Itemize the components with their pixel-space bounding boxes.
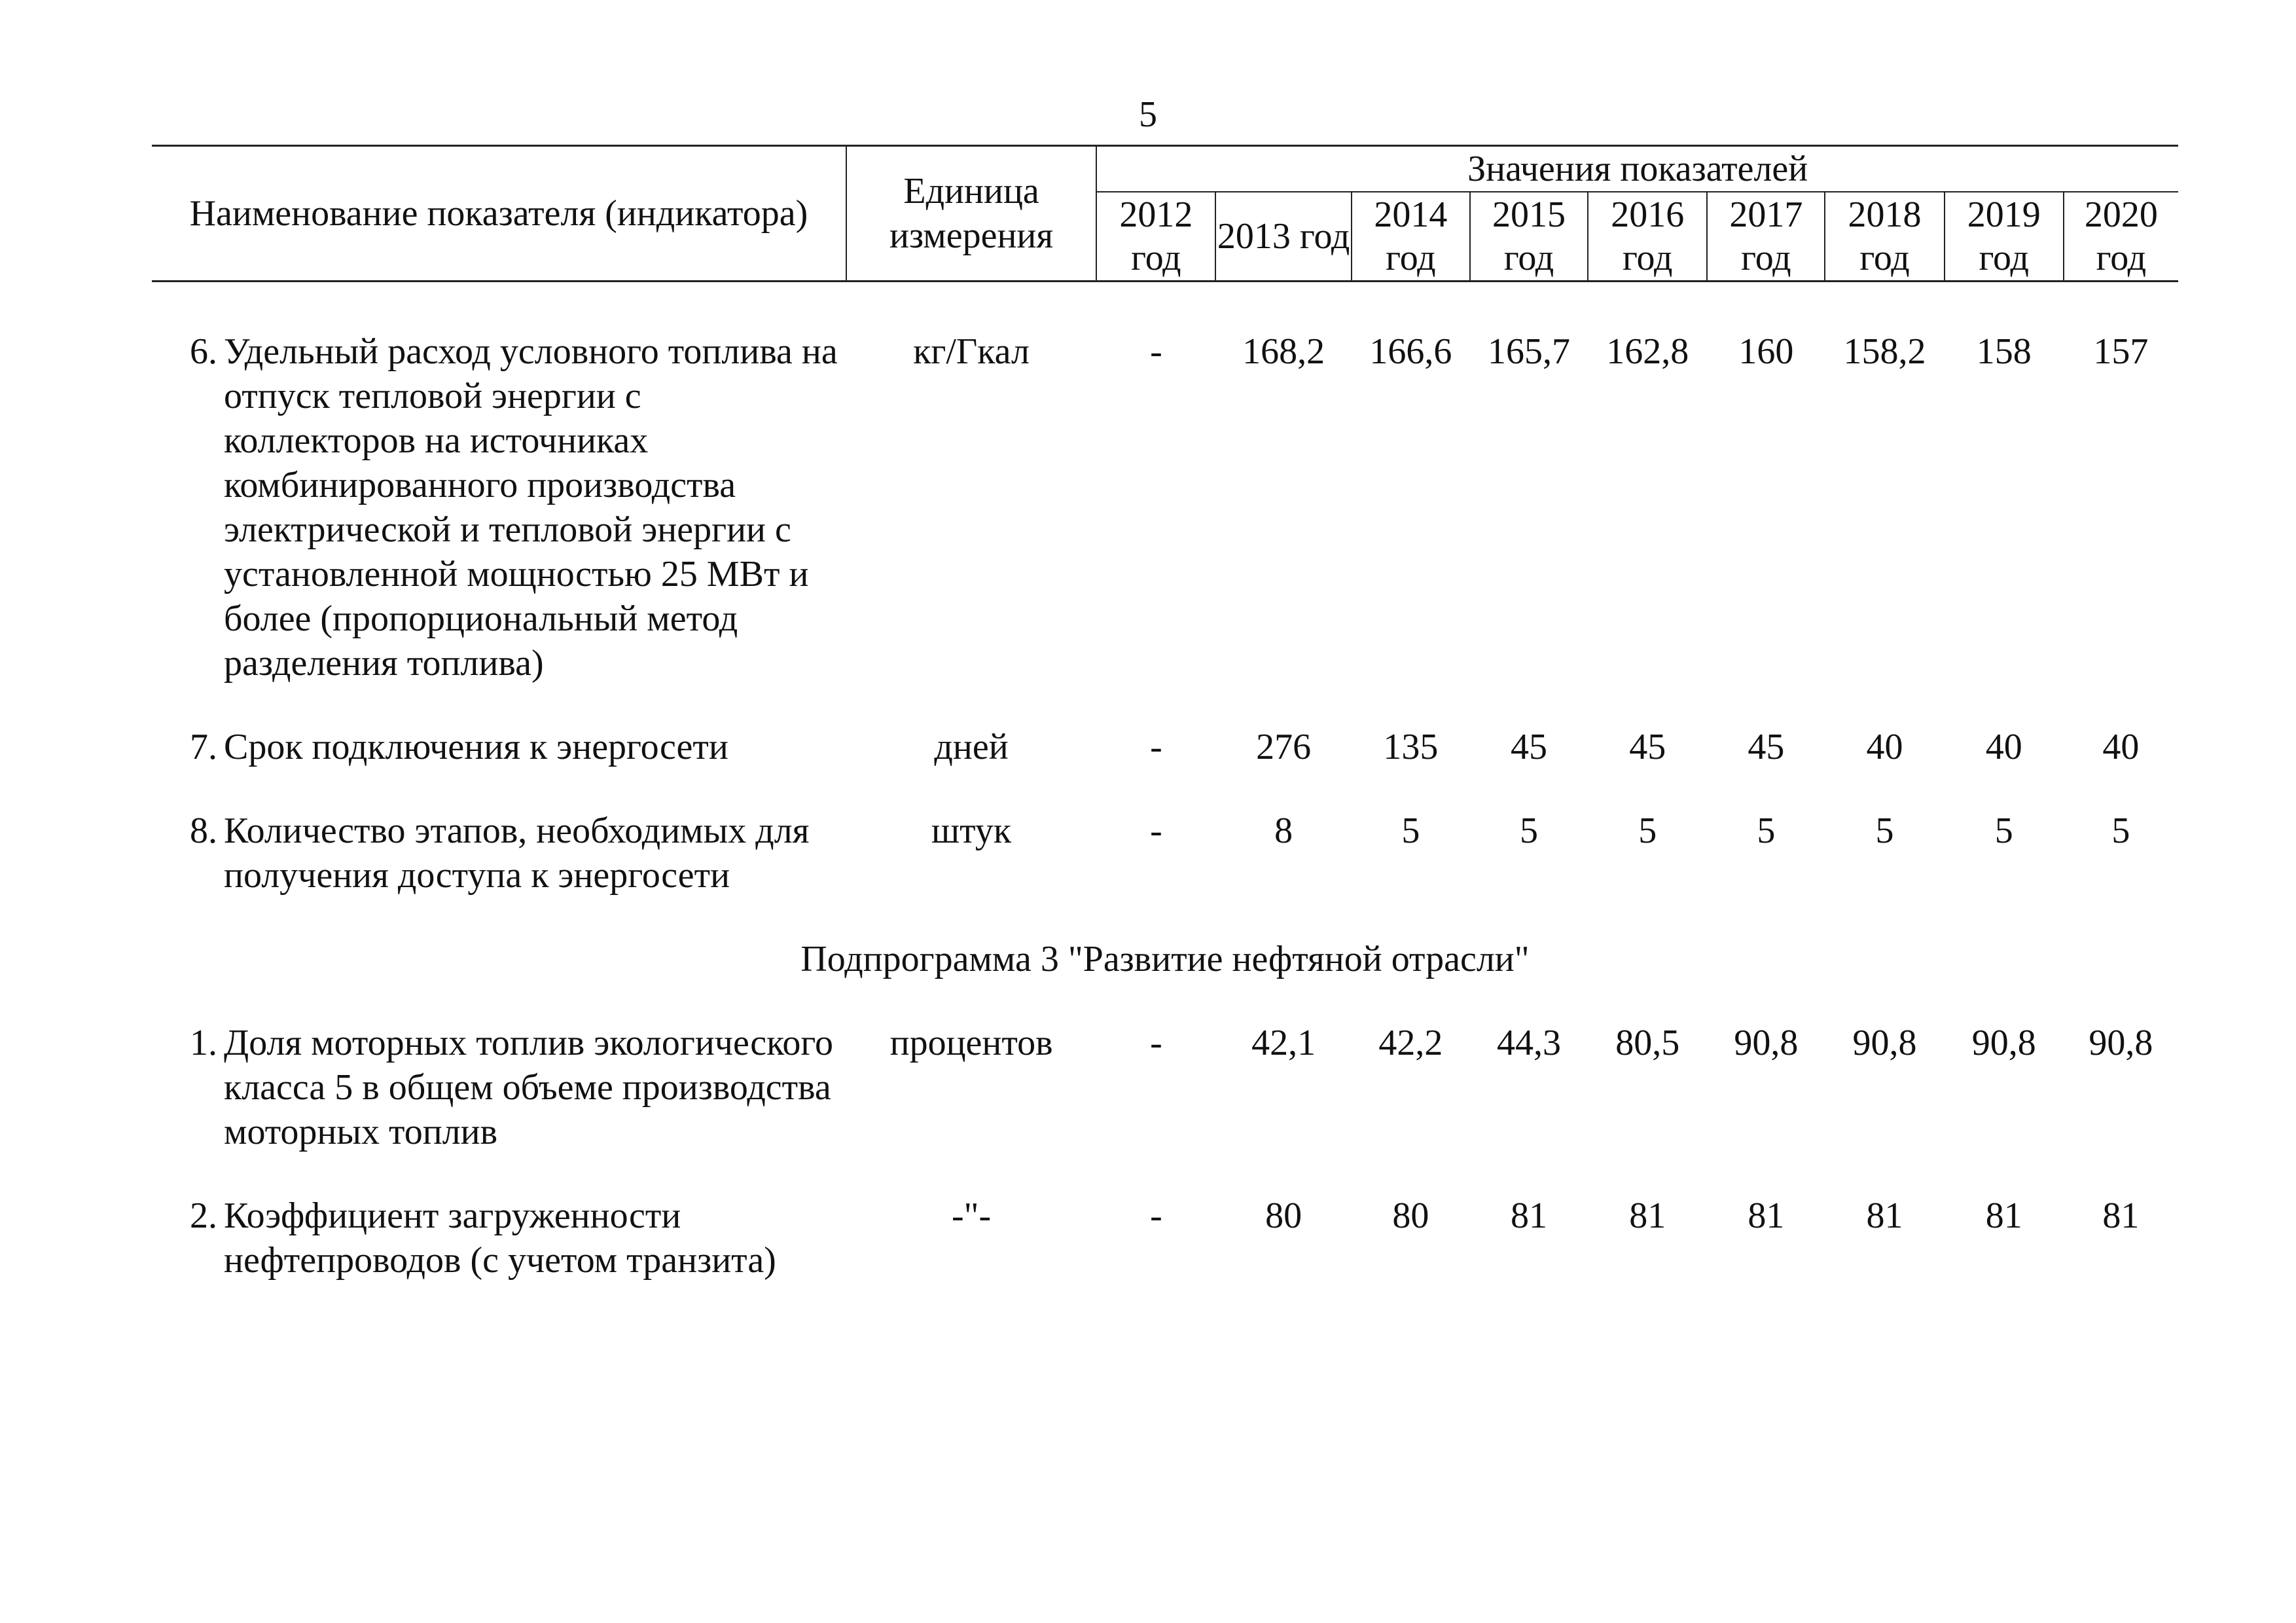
value-cell: 168,2 xyxy=(1242,331,1325,372)
table-row xyxy=(152,329,2178,685)
unit-cell: процентов xyxy=(889,1023,1053,1063)
unit-cell: -"- xyxy=(952,1195,992,1236)
header-year: 2017 год xyxy=(1707,192,1825,282)
value-cell: 44,3 xyxy=(1497,1023,1562,1063)
value-cell: - xyxy=(1150,811,1162,851)
value-cell: 5 xyxy=(2111,811,2130,851)
row-number: 7. xyxy=(190,727,217,767)
unit-cell: дней xyxy=(934,727,1009,767)
header-values-group: Значения показателей xyxy=(1096,146,2178,192)
value-cell: 135 xyxy=(1383,727,1439,767)
indicator-name-cell xyxy=(152,725,846,769)
value-cell: 5 xyxy=(1401,811,1420,851)
value-cell: 5 xyxy=(1757,811,1776,851)
header-year: 2013 год xyxy=(1215,192,1351,282)
value-cell: 45 xyxy=(1511,727,1548,767)
value-cell: 160 xyxy=(1738,331,1794,372)
value-cell: 40 xyxy=(2102,727,2140,767)
value-cell: 158,2 xyxy=(1843,331,1926,372)
value-cell: 162,8 xyxy=(1606,331,1689,372)
row-number: 2. xyxy=(190,1195,217,1236)
indicator-name-cell xyxy=(152,329,846,685)
value-cell: 8 xyxy=(1274,811,1293,851)
header-year: 2016 год xyxy=(1588,192,1707,282)
indicators-table xyxy=(152,145,2178,1283)
value-cell: 158 xyxy=(1976,331,2032,372)
value-cell: 81 xyxy=(1629,1195,1666,1236)
page-number: 5 xyxy=(1139,94,1157,135)
value-cell: 90,8 xyxy=(1852,1023,1917,1063)
table-body xyxy=(152,282,2178,1283)
section-row xyxy=(152,937,2178,981)
value-cell: 81 xyxy=(1985,1195,2022,1236)
value-cell: 276 xyxy=(1256,727,1312,767)
value-cell: 90,8 xyxy=(1734,1023,1799,1063)
value-cell: 80,5 xyxy=(1615,1023,1680,1063)
unit-cell: штук xyxy=(931,811,1012,851)
row-number: 8. xyxy=(190,811,217,851)
value-cell: 45 xyxy=(1629,727,1666,767)
indicator-name: Срок подключения к энергосети xyxy=(224,727,728,767)
table-row xyxy=(152,725,2178,769)
value-cell: 81 xyxy=(2102,1195,2140,1236)
value-cell: - xyxy=(1150,1023,1162,1063)
value-cell: 165,7 xyxy=(1488,331,1571,372)
value-cell: 40 xyxy=(1985,727,2022,767)
value-cell: 90,8 xyxy=(1971,1023,2036,1063)
value-cell: 81 xyxy=(1748,1195,1785,1236)
indicator-name: Коэффициент загруженности нефтепроводов (с учетом транзита) xyxy=(224,1195,776,1281)
header-year: 2019 год xyxy=(1945,192,2064,282)
row-number: 6. xyxy=(190,331,217,372)
indicator-name-cell xyxy=(152,809,846,898)
value-cell: 80 xyxy=(1265,1195,1302,1236)
indicator-name-cell xyxy=(152,1021,846,1154)
indicator-name-cell xyxy=(152,1194,846,1283)
value-cell: 80 xyxy=(1392,1195,1429,1236)
header-year: 2020 год xyxy=(2064,192,2178,282)
table-row xyxy=(152,1021,2178,1154)
value-cell: - xyxy=(1150,1195,1162,1236)
table-header xyxy=(152,146,2178,282)
indicator-name: Удельный расход условного топлива на отпуск тепловой энергии с коллекторов на источниках комбинированного производства электрической и тепловой энергии с установленной мощностью 25 МВт и более (пропорциональный метод разделения топлива) xyxy=(224,331,838,684)
header-year: 2012 год xyxy=(1096,192,1215,282)
row-number: 1. xyxy=(190,1023,217,1063)
value-cell: 42,2 xyxy=(1378,1023,1443,1063)
indicator-name: Количество этапов, необходимых для получения доступа к энергосети xyxy=(224,811,810,896)
value-cell: 166,6 xyxy=(1369,331,1452,372)
value-cell: - xyxy=(1150,727,1162,767)
value-cell: 5 xyxy=(1638,811,1657,851)
header-year: 2018 год xyxy=(1825,192,1944,282)
indicators-table-wrap xyxy=(152,145,2178,1283)
header-unit: Единица измерения xyxy=(846,146,1096,282)
value-cell: 90,8 xyxy=(2089,1023,2153,1063)
value-cell: 81 xyxy=(1866,1195,1903,1236)
section-title: Подпрограмма 3 "Развитие нефтяной отрасли" xyxy=(800,939,1530,979)
header-year: 2014 год xyxy=(1352,192,1470,282)
value-cell: 40 xyxy=(1866,727,1903,767)
value-cell: 5 xyxy=(1875,811,1894,851)
header-indicator-name: Наименование показателя (индикатора) xyxy=(152,146,846,282)
indicator-name: Доля моторных топлив экологического класса 5 в общем объеме производства моторных топлив xyxy=(224,1023,833,1152)
header-year: 2015 год xyxy=(1470,192,1588,282)
value-cell: 81 xyxy=(1511,1195,1548,1236)
value-cell: 5 xyxy=(1520,811,1539,851)
value-cell: - xyxy=(1150,331,1162,372)
value-cell: 157 xyxy=(2093,331,2149,372)
table-row xyxy=(152,809,2178,898)
unit-cell: кг/Гкал xyxy=(913,331,1030,372)
table-row xyxy=(152,1194,2178,1283)
value-cell: 45 xyxy=(1748,727,1785,767)
value-cell: 5 xyxy=(1994,811,2013,851)
value-cell: 42,1 xyxy=(1251,1023,1316,1063)
